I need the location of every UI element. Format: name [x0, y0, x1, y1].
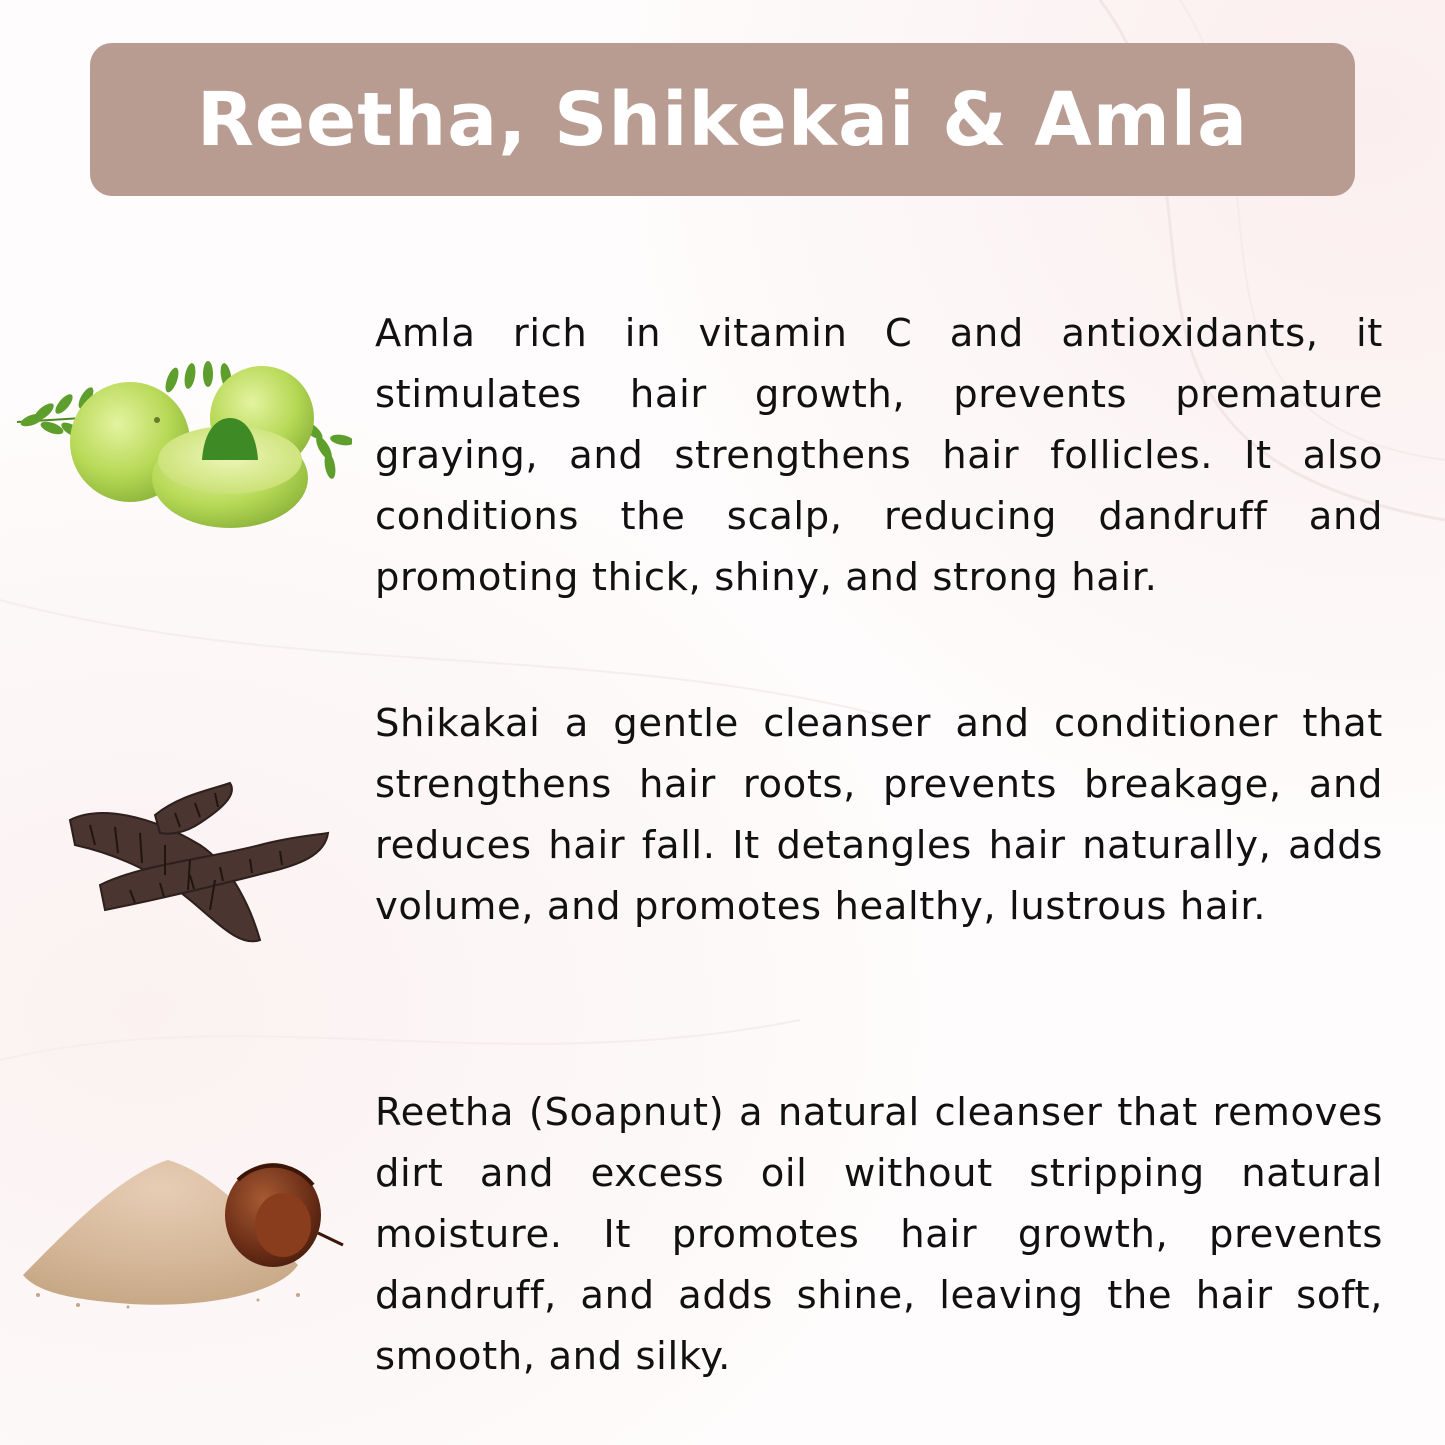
reetha-soapnut-illustration — [18, 1145, 353, 1320]
title-banner — [90, 43, 1355, 196]
page-title: Reetha, Shikekai & Amla — [196, 76, 1249, 163]
shikakai-pods-illustration — [60, 775, 335, 955]
reetha-description: Reetha (Soapnut) a natural cleanser that removes dirt and excess oil without stripping natural moisture. It promotes hair growth, prevents dandruff, and adds shine, leaving the hair soft, smooth, and silky. — [375, 1090, 1383, 1379]
amla-fruit-illustration — [12, 360, 352, 535]
amla-description: Amla rich in vitamin C and antioxidants, it stimulates hair growth, prevents premature graying, and strengthens hair follicles. It also conditions the scalp, reducing dandruff and promoting thick, shiny, and strong hair. — [375, 311, 1383, 600]
shikakai-description: Shikakai a gentle cleanser and conditioner that strengthens hair roots, prevents breakage, and reduces hair fall. It detangles hair naturally, adds volume, and promotes healthy, lustrous hair. — [375, 701, 1383, 929]
